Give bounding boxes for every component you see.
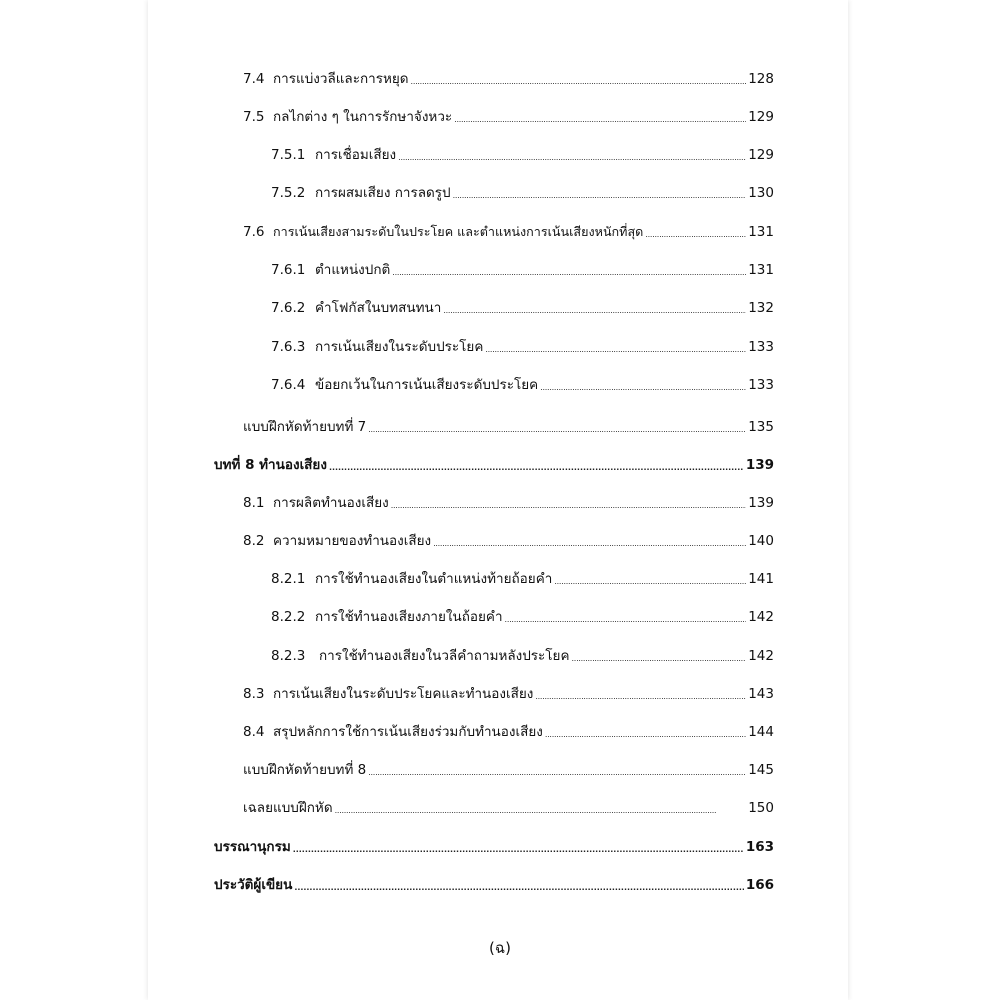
toc-entry-number: 7.4 [243, 71, 265, 87]
toc-entry-title: ตำแหน่งปกติ [315, 262, 391, 278]
toc-entry-number: 7.6.3 [271, 339, 306, 355]
toc-chapter-entry[interactable] [214, 452, 774, 474]
toc-entry-title: การแบ่งวลีและการหยุด [273, 71, 409, 87]
toc-entry-title: กลไกต่าง ๆ ในการรักษาจังหวะ [273, 109, 453, 125]
toc-leader-dots [368, 418, 746, 436]
toc-leader-dots [454, 108, 746, 126]
toc-entry[interactable] [243, 66, 774, 88]
toc-entry-title: แบบฝึกหัดท้ายบทที่ 8 [243, 762, 367, 778]
toc-entry-title: แบบฝึกหัดท้ายบทที่ 7 [243, 419, 367, 435]
toc-entry-title: บรรณานุกรม [214, 839, 291, 855]
toc-leader-dots [505, 608, 747, 626]
toc-leader-dots [411, 70, 747, 88]
toc-entry-title: การใช้ทำนองเสียงในวลีคำถามหลังประโยค [319, 648, 570, 664]
toc-entry-page: 129 [748, 109, 774, 125]
toc-chapter-entry[interactable] [214, 834, 774, 856]
toc-entry-page: 163 [745, 839, 774, 855]
toc-entry-number: 7.5 [243, 109, 265, 125]
toc-leader-dots [392, 261, 746, 279]
toc-leader-dots [554, 570, 746, 588]
toc-leader-dots [535, 685, 746, 703]
toc-entry-number: 7.6.2 [271, 300, 306, 316]
toc-entry-number: 7.5.1 [271, 147, 306, 163]
toc-entry-number: 7.5.2 [271, 185, 306, 201]
toc-entry-number: 8.2.1 [271, 571, 306, 587]
toc-entry-number: 7.6 [243, 224, 265, 240]
toc-entry-title: การใช้ทำนองเสียงภายในถ้อยคำ [315, 609, 503, 625]
toc-entry-page: 128 [748, 71, 774, 87]
toc-entry-title: เฉลยแบบฝึกหัด [243, 800, 333, 816]
toc-entry-page: 144 [748, 724, 774, 740]
toc-entry-title: การเน้นเสียงในระดับประโยค [315, 339, 484, 355]
toc-entry-page: 145 [748, 762, 774, 778]
toc-entry-title: สรุปหลักการใช้การเน้นเสียงร่วมกับทำนองเสียง [273, 724, 543, 740]
toc-entry-number: 8.2.2 [271, 609, 306, 625]
toc-leader-dots [443, 299, 746, 317]
toc-entry-page: 139 [748, 495, 774, 511]
toc-entry-page: 142 [748, 648, 774, 664]
toc-entry[interactable] [271, 257, 774, 279]
toc-entry[interactable] [271, 334, 774, 356]
toc-entry[interactable] [243, 528, 774, 550]
toc-entry-page: 133 [748, 339, 774, 355]
toc-entry-title: การผลิตทำนองเสียง [273, 495, 389, 511]
toc-entry-title: ความหมายของทำนองเสียง [273, 533, 432, 549]
toc-entry-title: การเน้นเสียงในระดับประโยคและทำนองเสียง [273, 686, 534, 702]
toc-entry-title: ข้อยกเว้นในการเน้นเสียงระดับประโยค [315, 377, 539, 393]
toc-entry-number: 8.2.3 [271, 648, 306, 664]
toc-entry[interactable] [243, 219, 774, 241]
toc-entry-number: 7.6.1 [271, 262, 306, 278]
toc-entry-number: 8.1 [243, 495, 265, 511]
toc-leader-dots [293, 838, 744, 856]
toc-entry-title: การผสมเสียง การลดรูป [315, 185, 451, 201]
toc-entry[interactable] [271, 604, 774, 626]
toc-entry-number: 8.4 [243, 724, 265, 740]
toc-leader-dots [329, 456, 744, 474]
toc-leader-dots [398, 146, 746, 164]
toc-leader-dots [453, 184, 747, 202]
toc-entry-page: 140 [748, 533, 774, 549]
toc-entry[interactable] [271, 180, 774, 202]
toc-entry[interactable] [271, 372, 774, 394]
toc-entry[interactable] [243, 757, 774, 779]
toc-entry-page: 139 [745, 457, 774, 473]
toc-entry[interactable] [271, 295, 774, 317]
toc-entry-title: การเน้นเสียงสามระดับในประโยค และตำแหน่งการเน้นเสียงหนักที่สุด [273, 224, 644, 239]
toc-entry[interactable] [271, 566, 774, 588]
toc-entry-page: 131 [748, 262, 774, 278]
toc-entry-page: 150 [748, 800, 774, 816]
toc-chapter-entry[interactable] [214, 872, 774, 894]
toc-entry-page: 166 [745, 877, 774, 893]
toc-entry[interactable] [271, 142, 774, 164]
toc-leader-dots [540, 376, 746, 394]
toc-entry[interactable] [243, 414, 774, 436]
toc-entry-page: 129 [748, 147, 774, 163]
toc-entry-number: 8.2 [243, 533, 265, 549]
toc-entry-page: 141 [748, 571, 774, 587]
toc-entry-page: 131 [748, 224, 774, 240]
toc-entry-title: คำโฟกัสในบทสนทนา [315, 300, 442, 316]
toc-entry-page: 133 [748, 377, 774, 393]
toc-entry-page: 142 [748, 609, 774, 625]
toc-leader-dots [645, 223, 746, 241]
toc-entry[interactable] [243, 490, 774, 512]
toc-entry-page: 143 [748, 686, 774, 702]
toc-leader-dots [294, 876, 744, 894]
toc-leader-dots [572, 647, 747, 665]
toc-entry[interactable] [243, 795, 774, 817]
toc-entry[interactable] [271, 643, 774, 665]
toc-entry[interactable] [243, 719, 774, 741]
toc-entry-title: ประวัติผู้เขียน [214, 877, 293, 893]
toc-entry-number: 8.3 [243, 686, 265, 702]
toc-entry-page: 132 [748, 300, 774, 316]
toc-entry-title: การใช้ทำนองเสียงในตำแหน่งท้ายถ้อยคำ [315, 571, 553, 587]
toc-leader-dots [545, 723, 746, 741]
toc-entry[interactable] [243, 681, 774, 703]
toc-leader-dots [391, 494, 746, 512]
toc-entry-title: บทที่ 8 ทำนองเสียง [214, 457, 327, 473]
toc-leader-dots [335, 799, 747, 817]
toc-entry-page: 135 [748, 419, 774, 435]
toc-leader-dots [485, 338, 746, 356]
toc-entry[interactable] [243, 104, 774, 126]
toc-entry-title: การเชื่อมเสียง [315, 147, 397, 163]
toc-leader-dots [433, 532, 746, 550]
toc-entry-number: 7.6.4 [271, 377, 306, 393]
toc-leader-dots [368, 761, 746, 779]
toc-entry-page: 130 [748, 185, 774, 201]
page-number-footer: (ฉ) [489, 939, 511, 957]
